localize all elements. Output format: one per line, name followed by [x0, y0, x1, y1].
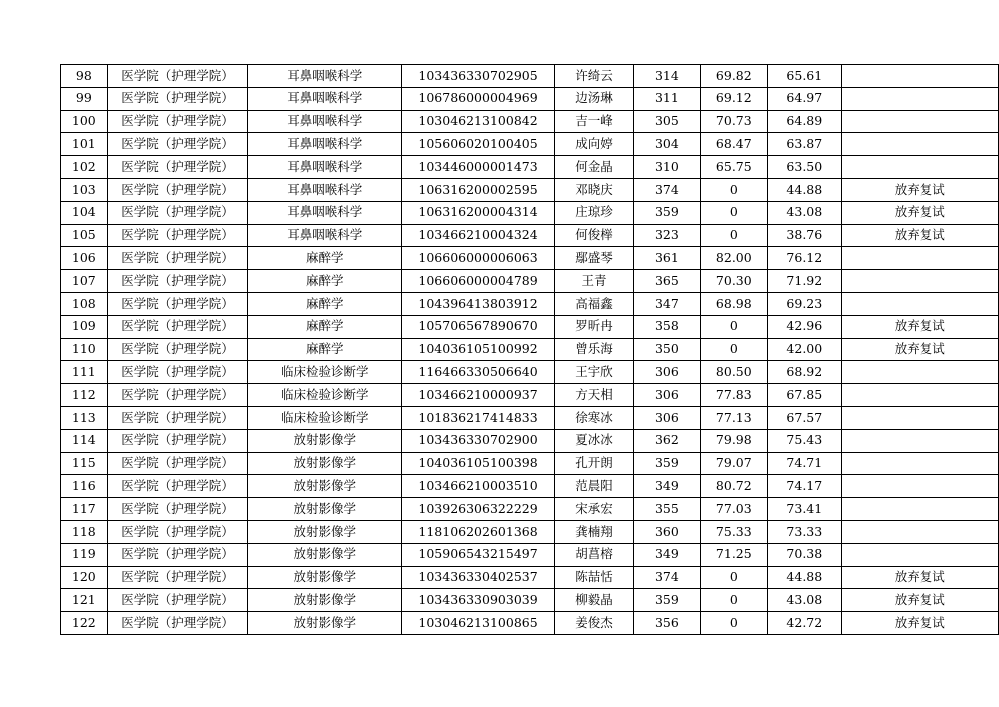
retest-score-cell: 80.50 — [700, 361, 768, 384]
major-cell: 放射影像学 — [248, 520, 402, 543]
name-cell: 何俊榉 — [554, 224, 633, 247]
total-score-cell: 44.88 — [768, 178, 841, 201]
initial-score-cell: 323 — [634, 224, 700, 247]
exam-id-cell: 104036105100992 — [402, 338, 555, 361]
initial-score-cell: 365 — [634, 270, 700, 293]
retest-score-cell: 75.33 — [700, 520, 768, 543]
major-cell: 耳鼻咽喉科学 — [248, 201, 402, 224]
table-row — [61, 589, 999, 612]
college-cell: 医学院（护理学院） — [107, 224, 248, 247]
major-cell: 麻醉学 — [248, 292, 402, 315]
row-number: 101 — [61, 133, 108, 156]
exam-id-cell: 105606020100405 — [402, 133, 555, 156]
retest-score-cell: 79.98 — [700, 429, 768, 452]
table-row — [61, 338, 999, 361]
college-cell: 医学院（护理学院） — [107, 475, 248, 498]
initial-score-cell: 359 — [634, 201, 700, 224]
initial-score-cell: 359 — [634, 589, 700, 612]
total-score-cell: 44.88 — [768, 566, 841, 589]
total-score-cell: 73.41 — [768, 498, 841, 521]
initial-score-cell: 374 — [634, 178, 700, 201]
college-cell: 医学院（护理学院） — [107, 156, 248, 179]
total-score-cell: 43.08 — [768, 589, 841, 612]
initial-score-cell: 360 — [634, 520, 700, 543]
remark-cell: 放弃复试 — [841, 224, 998, 247]
remark-cell — [841, 270, 998, 293]
major-cell: 放射影像学 — [248, 543, 402, 566]
row-number: 108 — [61, 292, 108, 315]
major-cell: 耳鼻咽喉科学 — [248, 133, 402, 156]
major-cell: 麻醉学 — [248, 315, 402, 338]
major-cell: 放射影像学 — [248, 452, 402, 475]
college-cell: 医学院（护理学院） — [107, 315, 248, 338]
exam-id-cell: 105906543215497 — [402, 543, 555, 566]
row-number: 110 — [61, 338, 108, 361]
name-cell: 王宇欣 — [554, 361, 633, 384]
total-score-cell: 74.17 — [768, 475, 841, 498]
retest-score-cell: 80.72 — [700, 475, 768, 498]
major-cell: 耳鼻咽喉科学 — [248, 178, 402, 201]
table-row — [61, 201, 999, 224]
exam-id-cell: 106316200002595 — [402, 178, 555, 201]
table-row — [61, 406, 999, 429]
major-cell: 麻醉学 — [248, 247, 402, 270]
exam-id-cell: 104396413803912 — [402, 292, 555, 315]
total-score-cell: 43.08 — [768, 201, 841, 224]
table-row — [61, 87, 999, 110]
row-number: 121 — [61, 589, 108, 612]
row-number: 120 — [61, 566, 108, 589]
college-cell: 医学院（护理学院） — [107, 292, 248, 315]
name-cell: 成向婷 — [554, 133, 633, 156]
initial-score-cell: 349 — [634, 475, 700, 498]
major-cell: 麻醉学 — [248, 338, 402, 361]
remark-cell — [841, 110, 998, 133]
remark-cell — [841, 65, 998, 88]
retest-score-cell: 65.75 — [700, 156, 768, 179]
total-score-cell: 38.76 — [768, 224, 841, 247]
remark-cell — [841, 384, 998, 407]
college-cell: 医学院（护理学院） — [107, 543, 248, 566]
retest-score-cell: 68.98 — [700, 292, 768, 315]
retest-score-cell: 70.73 — [700, 110, 768, 133]
initial-score-cell: 355 — [634, 498, 700, 521]
major-cell: 耳鼻咽喉科学 — [248, 156, 402, 179]
row-number: 99 — [61, 87, 108, 110]
row-number: 107 — [61, 270, 108, 293]
name-cell: 罗昕冉 — [554, 315, 633, 338]
row-number: 109 — [61, 315, 108, 338]
table-row — [61, 65, 999, 88]
initial-score-cell: 358 — [634, 315, 700, 338]
remark-cell: 放弃复试 — [841, 315, 998, 338]
major-cell: 放射影像学 — [248, 612, 402, 635]
total-score-cell: 73.33 — [768, 520, 841, 543]
name-cell: 何金晶 — [554, 156, 633, 179]
college-cell: 医学院（护理学院） — [107, 384, 248, 407]
total-score-cell: 42.00 — [768, 338, 841, 361]
retest-score-cell: 0 — [700, 178, 768, 201]
major-cell: 耳鼻咽喉科学 — [248, 65, 402, 88]
initial-score-cell: 362 — [634, 429, 700, 452]
row-number: 111 — [61, 361, 108, 384]
major-cell: 耳鼻咽喉科学 — [248, 224, 402, 247]
initial-score-cell: 306 — [634, 384, 700, 407]
row-number: 114 — [61, 429, 108, 452]
retest-score-cell: 0 — [700, 338, 768, 361]
exam-id-cell: 103466210004324 — [402, 224, 555, 247]
retest-score-cell: 77.03 — [700, 498, 768, 521]
total-score-cell: 75.43 — [768, 429, 841, 452]
major-cell: 临床检验诊断学 — [248, 361, 402, 384]
college-cell: 医学院（护理学院） — [107, 429, 248, 452]
exam-id-cell: 118106202601368 — [402, 520, 555, 543]
table-row — [61, 361, 999, 384]
initial-score-cell: 350 — [634, 338, 700, 361]
total-score-cell: 76.12 — [768, 247, 841, 270]
retest-score-cell: 69.82 — [700, 65, 768, 88]
name-cell: 宋承宏 — [554, 498, 633, 521]
table-row — [61, 384, 999, 407]
name-cell: 庄琼珍 — [554, 201, 633, 224]
major-cell: 放射影像学 — [248, 589, 402, 612]
exam-id-cell: 104036105100398 — [402, 452, 555, 475]
retest-score-cell: 0 — [700, 224, 768, 247]
exam-id-cell: 103466210000937 — [402, 384, 555, 407]
remark-cell — [841, 475, 998, 498]
row-number: 106 — [61, 247, 108, 270]
row-number: 118 — [61, 520, 108, 543]
remark-cell: 放弃复试 — [841, 201, 998, 224]
college-cell: 医学院（护理学院） — [107, 498, 248, 521]
table-row — [61, 452, 999, 475]
name-cell: 姜俊杰 — [554, 612, 633, 635]
total-score-cell: 42.96 — [768, 315, 841, 338]
results-table-body — [61, 65, 999, 635]
initial-score-cell: 374 — [634, 566, 700, 589]
table-row — [61, 292, 999, 315]
initial-score-cell: 314 — [634, 65, 700, 88]
table-row — [61, 498, 999, 521]
initial-score-cell: 306 — [634, 406, 700, 429]
college-cell: 医学院（护理学院） — [107, 520, 248, 543]
table-row — [61, 612, 999, 635]
college-cell: 医学院（护理学院） — [107, 247, 248, 270]
college-cell: 医学院（护理学院） — [107, 87, 248, 110]
retest-score-cell: 82.00 — [700, 247, 768, 270]
name-cell: 范晨阳 — [554, 475, 633, 498]
table-row — [61, 156, 999, 179]
name-cell: 许绮云 — [554, 65, 633, 88]
total-score-cell: 67.57 — [768, 406, 841, 429]
name-cell: 陈喆恬 — [554, 566, 633, 589]
name-cell: 柳毅晶 — [554, 589, 633, 612]
exam-id-cell: 103436330903039 — [402, 589, 555, 612]
major-cell: 耳鼻咽喉科学 — [248, 110, 402, 133]
total-score-cell: 68.92 — [768, 361, 841, 384]
remark-cell: 放弃复试 — [841, 178, 998, 201]
college-cell: 医学院（护理学院） — [107, 612, 248, 635]
initial-score-cell: 347 — [634, 292, 700, 315]
total-score-cell: 63.87 — [768, 133, 841, 156]
college-cell: 医学院（护理学院） — [107, 338, 248, 361]
total-score-cell: 42.72 — [768, 612, 841, 635]
table-row — [61, 520, 999, 543]
exam-id-cell: 106786000004969 — [402, 87, 555, 110]
retest-score-cell: 69.12 — [700, 87, 768, 110]
results-table — [60, 64, 999, 635]
exam-id-cell: 103466210003510 — [402, 475, 555, 498]
college-cell: 医学院（护理学院） — [107, 361, 248, 384]
retest-score-cell: 71.25 — [700, 543, 768, 566]
initial-score-cell: 361 — [634, 247, 700, 270]
table-row — [61, 270, 999, 293]
college-cell: 医学院（护理学院） — [107, 566, 248, 589]
college-cell: 医学院（护理学院） — [107, 270, 248, 293]
table-row — [61, 247, 999, 270]
retest-score-cell: 0 — [700, 566, 768, 589]
row-number: 112 — [61, 384, 108, 407]
total-score-cell: 64.97 — [768, 87, 841, 110]
retest-score-cell: 77.13 — [700, 406, 768, 429]
exam-id-cell: 106606000006063 — [402, 247, 555, 270]
row-number: 117 — [61, 498, 108, 521]
retest-score-cell: 77.83 — [700, 384, 768, 407]
remark-cell — [841, 498, 998, 521]
exam-id-cell: 103436330702905 — [402, 65, 555, 88]
name-cell: 边汤琳 — [554, 87, 633, 110]
name-cell: 孔开朗 — [554, 452, 633, 475]
retest-score-cell: 0 — [700, 589, 768, 612]
row-number: 122 — [61, 612, 108, 635]
row-number: 113 — [61, 406, 108, 429]
table-row — [61, 429, 999, 452]
row-number: 102 — [61, 156, 108, 179]
total-score-cell: 65.61 — [768, 65, 841, 88]
name-cell: 邓晓庆 — [554, 178, 633, 201]
exam-id-cell: 103926306322229 — [402, 498, 555, 521]
table-row — [61, 566, 999, 589]
total-score-cell: 64.89 — [768, 110, 841, 133]
remark-cell — [841, 543, 998, 566]
row-number: 115 — [61, 452, 108, 475]
major-cell: 麻醉学 — [248, 270, 402, 293]
table-row — [61, 315, 999, 338]
remark-cell — [841, 429, 998, 452]
table-row — [61, 224, 999, 247]
major-cell: 放射影像学 — [248, 498, 402, 521]
exam-id-cell: 106606000004789 — [402, 270, 555, 293]
college-cell: 医学院（护理学院） — [107, 178, 248, 201]
remark-cell — [841, 520, 998, 543]
name-cell: 王青 — [554, 270, 633, 293]
exam-id-cell: 106316200004314 — [402, 201, 555, 224]
exam-id-cell: 105706567890670 — [402, 315, 555, 338]
total-score-cell: 69.23 — [768, 292, 841, 315]
total-score-cell: 63.50 — [768, 156, 841, 179]
table-row — [61, 178, 999, 201]
row-number: 104 — [61, 201, 108, 224]
retest-score-cell: 0 — [700, 315, 768, 338]
retest-score-cell: 70.30 — [700, 270, 768, 293]
exam-id-cell: 103446000001473 — [402, 156, 555, 179]
name-cell: 高福鑫 — [554, 292, 633, 315]
remark-cell — [841, 361, 998, 384]
remark-cell: 放弃复试 — [841, 338, 998, 361]
initial-score-cell: 349 — [634, 543, 700, 566]
row-number: 98 — [61, 65, 108, 88]
name-cell: 龚楠翔 — [554, 520, 633, 543]
initial-score-cell: 356 — [634, 612, 700, 635]
table-row — [61, 133, 999, 156]
retest-score-cell: 68.47 — [700, 133, 768, 156]
name-cell: 徐寒冰 — [554, 406, 633, 429]
exam-id-cell: 103046213100842 — [402, 110, 555, 133]
name-cell: 曾乐海 — [554, 338, 633, 361]
initial-score-cell: 305 — [634, 110, 700, 133]
college-cell: 医学院（护理学院） — [107, 589, 248, 612]
major-cell: 临床检验诊断学 — [248, 384, 402, 407]
total-score-cell: 67.85 — [768, 384, 841, 407]
row-number: 100 — [61, 110, 108, 133]
name-cell: 鄢盛琴 — [554, 247, 633, 270]
name-cell: 夏冰冰 — [554, 429, 633, 452]
remark-cell — [841, 452, 998, 475]
total-score-cell: 70.38 — [768, 543, 841, 566]
table-row — [61, 543, 999, 566]
major-cell: 放射影像学 — [248, 566, 402, 589]
retest-score-cell: 0 — [700, 201, 768, 224]
remark-cell — [841, 292, 998, 315]
remark-cell — [841, 133, 998, 156]
total-score-cell: 74.71 — [768, 452, 841, 475]
row-number: 103 — [61, 178, 108, 201]
table-row — [61, 110, 999, 133]
name-cell: 方天相 — [554, 384, 633, 407]
exam-id-cell: 103436330702900 — [402, 429, 555, 452]
remark-cell: 放弃复试 — [841, 589, 998, 612]
exam-id-cell: 116466330506640 — [402, 361, 555, 384]
retest-score-cell: 0 — [700, 612, 768, 635]
remark-cell — [841, 156, 998, 179]
initial-score-cell: 306 — [634, 361, 700, 384]
table-row — [61, 475, 999, 498]
exam-id-cell: 103046213100865 — [402, 612, 555, 635]
remark-cell — [841, 406, 998, 429]
major-cell: 耳鼻咽喉科学 — [248, 87, 402, 110]
remark-cell: 放弃复试 — [841, 612, 998, 635]
college-cell: 医学院（护理学院） — [107, 201, 248, 224]
total-score-cell: 71.92 — [768, 270, 841, 293]
college-cell: 医学院（护理学院） — [107, 65, 248, 88]
college-cell: 医学院（护理学院） — [107, 406, 248, 429]
name-cell: 胡菖榕 — [554, 543, 633, 566]
row-number: 119 — [61, 543, 108, 566]
retest-score-cell: 79.07 — [700, 452, 768, 475]
remark-cell — [841, 87, 998, 110]
college-cell: 医学院（护理学院） — [107, 133, 248, 156]
remark-cell: 放弃复试 — [841, 566, 998, 589]
initial-score-cell: 359 — [634, 452, 700, 475]
remark-cell — [841, 247, 998, 270]
initial-score-cell: 310 — [634, 156, 700, 179]
college-cell: 医学院（护理学院） — [107, 452, 248, 475]
exam-id-cell: 101836217414833 — [402, 406, 555, 429]
exam-id-cell: 103436330402537 — [402, 566, 555, 589]
major-cell: 放射影像学 — [248, 475, 402, 498]
college-cell: 医学院（护理学院） — [107, 110, 248, 133]
name-cell: 吉一峰 — [554, 110, 633, 133]
row-number: 116 — [61, 475, 108, 498]
initial-score-cell: 311 — [634, 87, 700, 110]
initial-score-cell: 304 — [634, 133, 700, 156]
major-cell: 放射影像学 — [248, 429, 402, 452]
row-number: 105 — [61, 224, 108, 247]
major-cell: 临床检验诊断学 — [248, 406, 402, 429]
